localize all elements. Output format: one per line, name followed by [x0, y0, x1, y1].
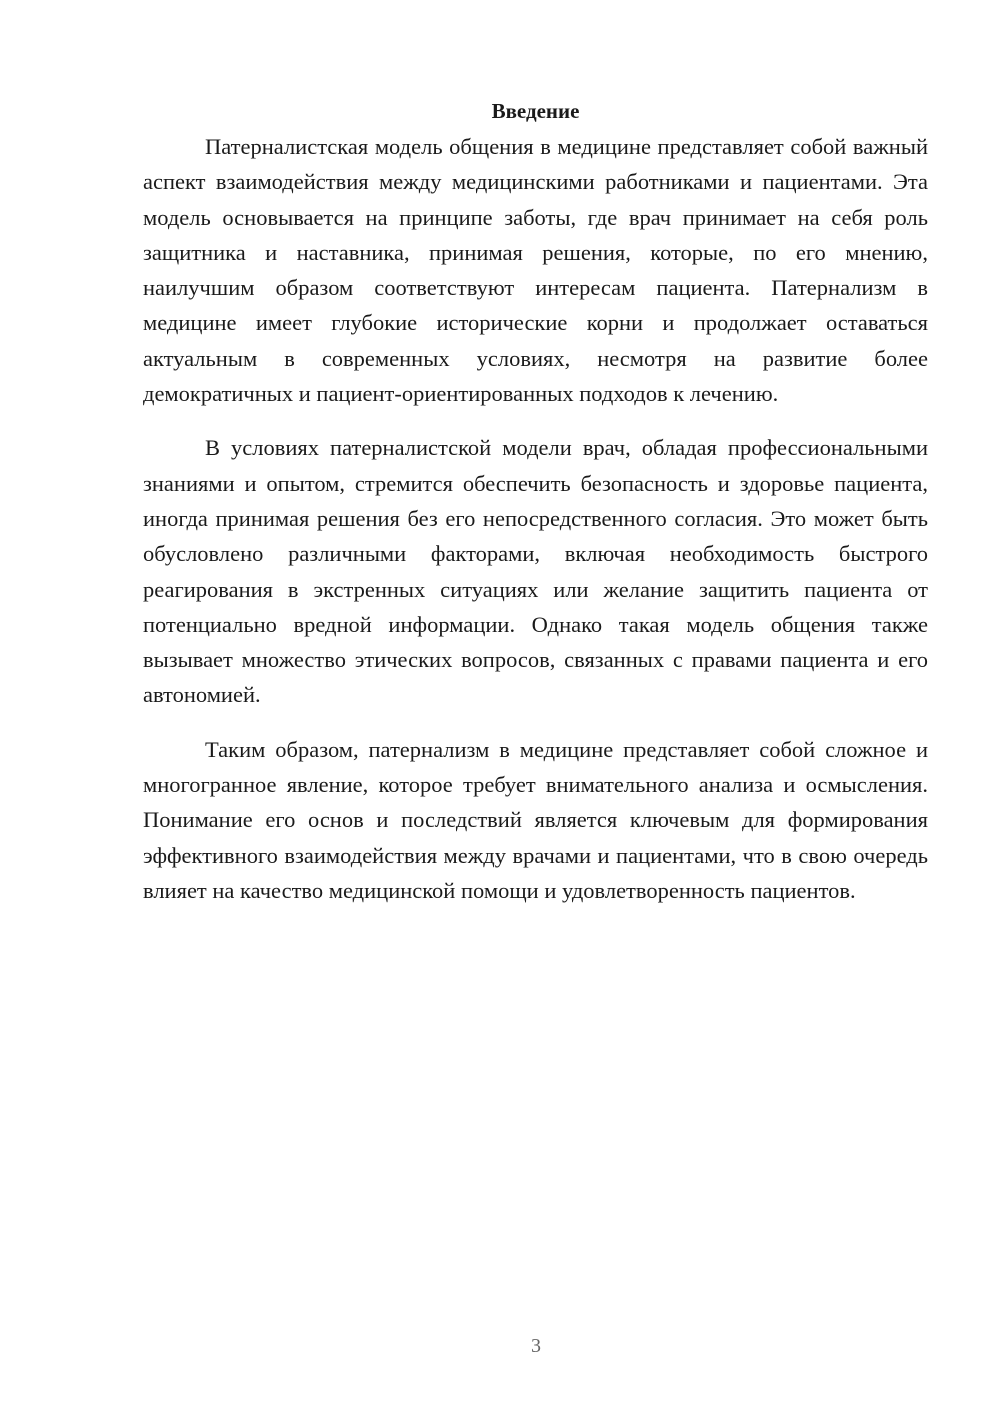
- paragraph-conditions: В условиях патерналистской модели врач, обладая профессиональными знаниями и опытом, стремится обеспечить безопасность и здоровье пациента, иногда принимая решения без его непосредственного согласия. Это может быть обусловлено различными факторами, включая необходимость быстрого реагирования в экстренных ситуациях или желание защитить пациента от потенциально вредной информации. Однако такая модель общения также вызывает множество этических вопросов, связанных с правами пациента и его автономией.: [143, 435, 928, 708]
- paragraph-conclusion: Таким образом, патернализм в медицине представляет собой сложное и многогранное явление, которое требует внимательного анализа и осмысления. Понимание его основ и последствий является ключевым для формирования эффективного взаимодействия между врачами и пациентами, что в свою очередь влияет на качество медицинской помощи и удовлетворенность пациентов.: [143, 736, 928, 903]
- page-content: [143, 96, 928, 908]
- paragraph-intro: Патерналистская модель общения в медицине представляет собой важный аспект взаимодействия между медицинскими работниками и пациентами. Эта модель основывается на принципе заботы, где врач принимает на себя роль защитника и наставника, принимая решения, которые, по его мнению, наилучшим образом соответствуют интересам пациента. Патернализм в медицине имеет глубокие исторические корни и продолжает оставаться актуальным в современных условиях, несмотря на развитие более демократичных и пациент-ориентированных подходов к лечению.: [143, 134, 928, 407]
- section-title: Введение: [491, 99, 580, 123]
- page-number: 3: [531, 1335, 541, 1357]
